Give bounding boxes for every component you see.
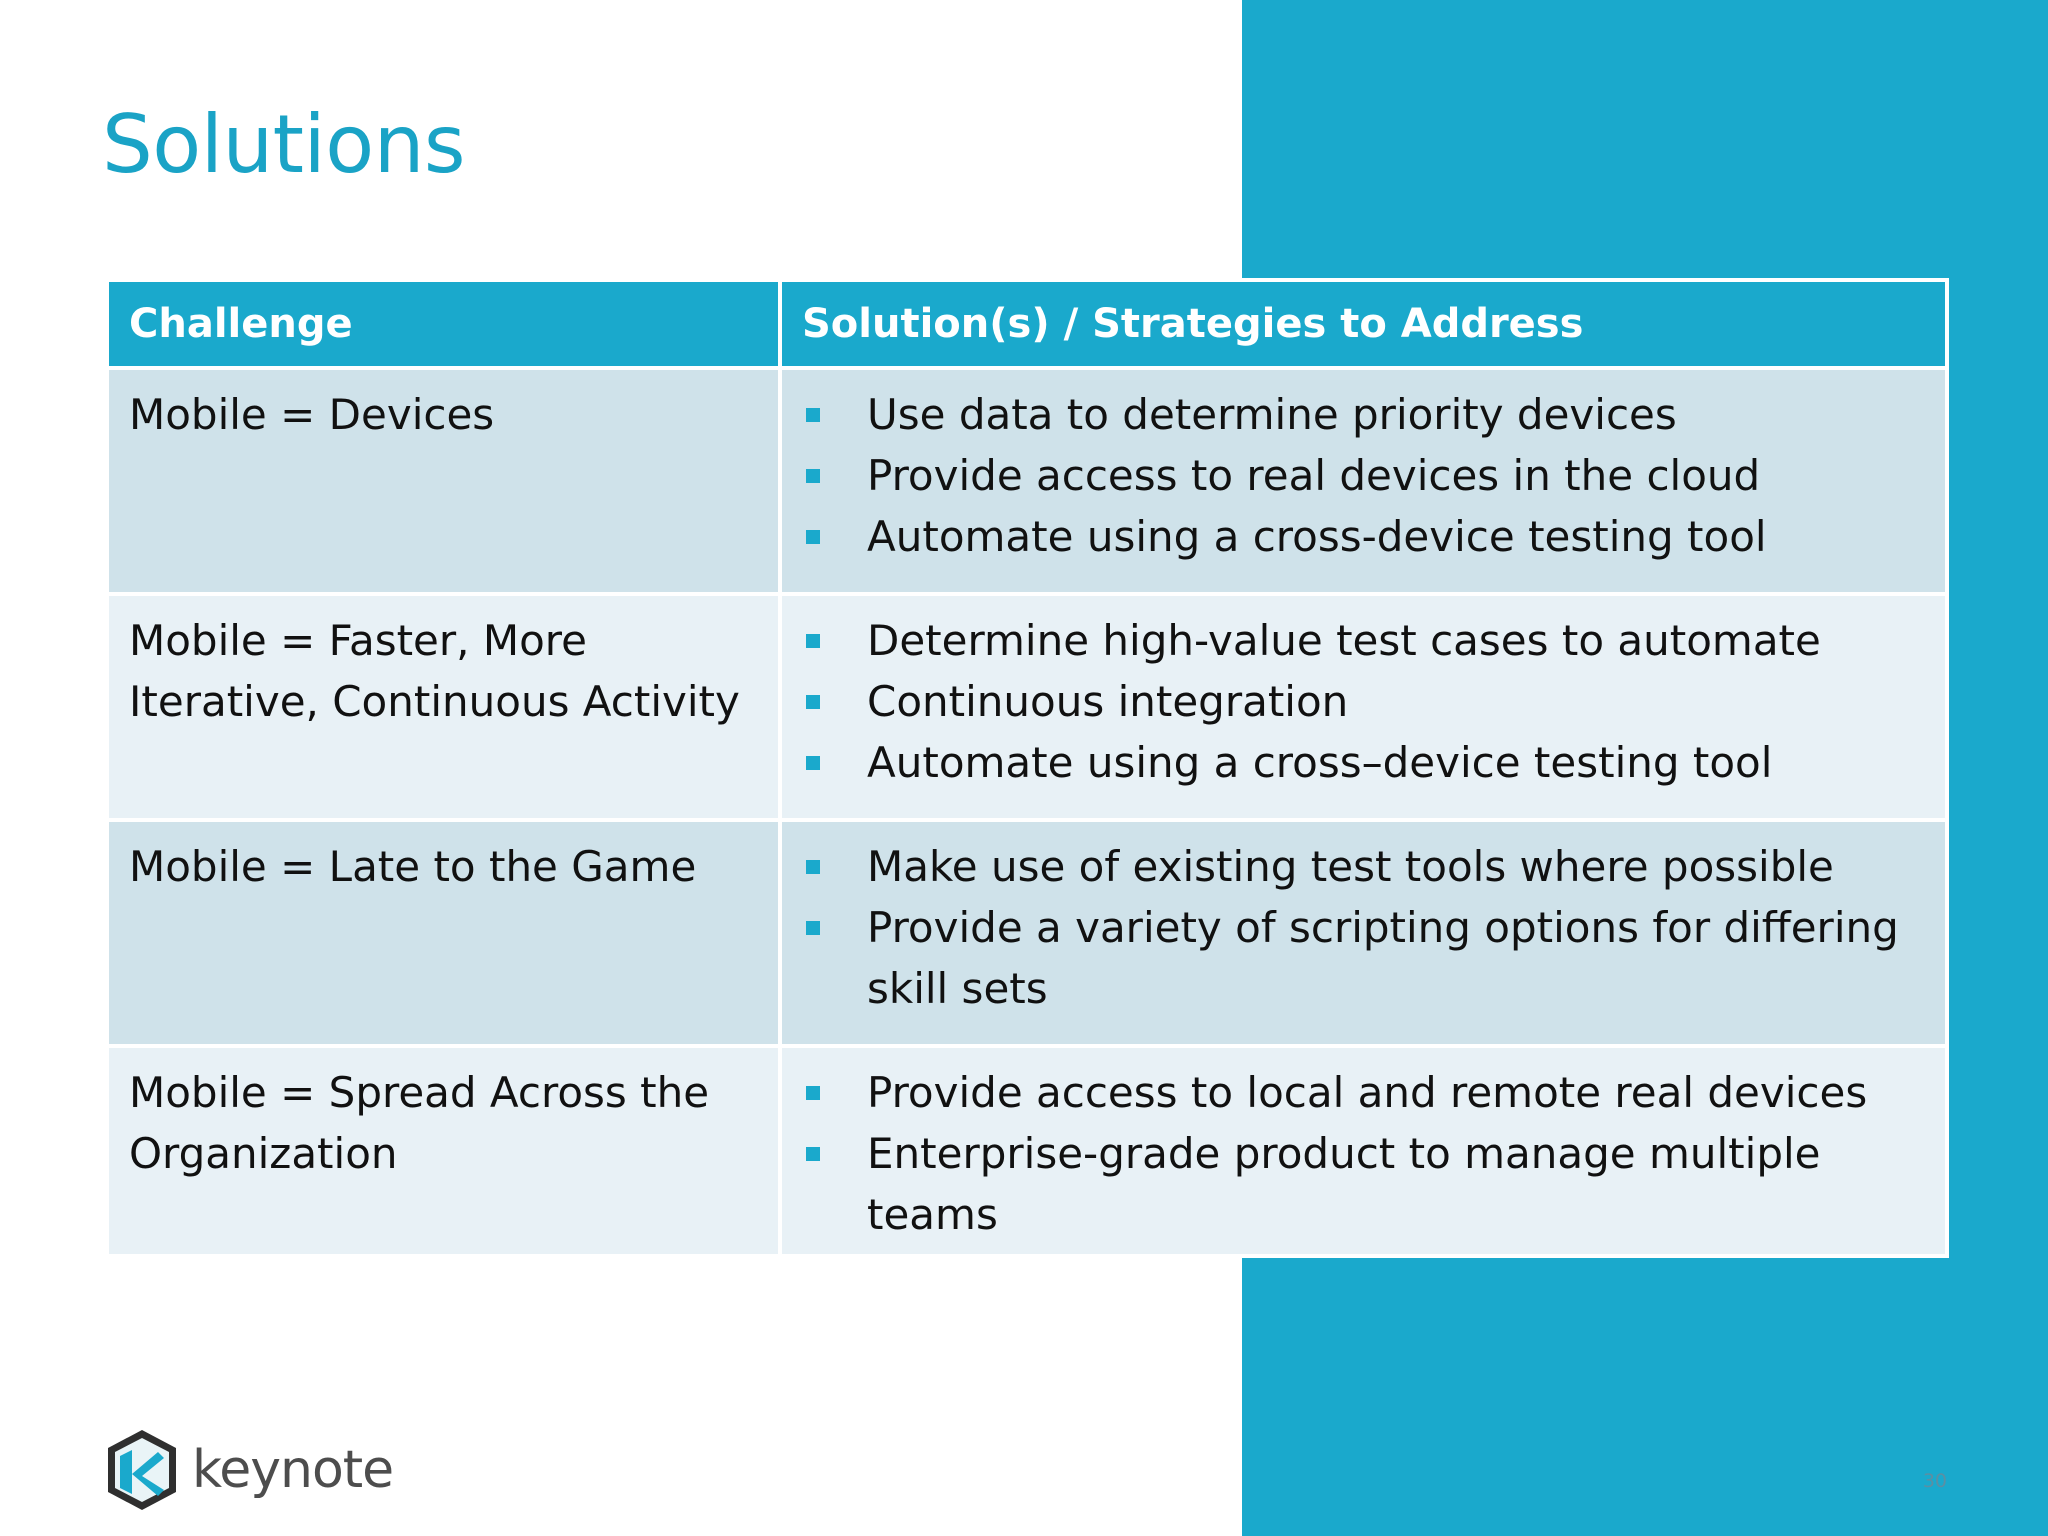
table-row (107, 1046, 1947, 1256)
solution-text: Provide access to local and remote real devices (867, 1068, 1868, 1117)
square-bullet-icon (806, 469, 820, 483)
solution-item (802, 506, 1925, 567)
solutions-table (105, 278, 1949, 1258)
solution-list (802, 384, 1925, 567)
challenge-cell: Mobile = Late to the Game (107, 820, 780, 1046)
solution-text: Enterprise-grade product to manage multiple teams (867, 1129, 1821, 1239)
solution-text: Use data to determine priority devices (867, 390, 1677, 439)
square-bullet-icon (806, 860, 820, 874)
solution-item (802, 671, 1925, 732)
solution-item (802, 897, 1925, 1019)
square-bullet-icon (806, 695, 820, 709)
square-bullet-icon (806, 530, 820, 544)
square-bullet-icon (806, 1086, 820, 1100)
slide-title: Solutions (102, 98, 466, 191)
solutions-cell (780, 1046, 1947, 1256)
page-number: 30 (1922, 1470, 1947, 1492)
table-header-row (107, 280, 1947, 368)
challenge-cell: Mobile = Faster, More Iterative, Continuous Activity (107, 594, 780, 820)
challenge-cell: Mobile = Spread Across the Organization (107, 1046, 780, 1256)
logo-text: keynote (192, 1440, 394, 1500)
solution-text: Continuous integration (867, 677, 1349, 726)
solution-item (802, 732, 1925, 793)
solution-text: Provide access to real devices in the cloud (867, 451, 1761, 500)
table-row (107, 594, 1947, 820)
square-bullet-icon (806, 1147, 820, 1161)
keynote-logo (102, 1425, 393, 1515)
header-challenge: Challenge (107, 280, 780, 368)
solutions-cell (780, 594, 1947, 820)
square-bullet-icon (806, 634, 820, 648)
solution-item (802, 610, 1925, 671)
square-bullet-icon (806, 408, 820, 422)
solution-item (802, 445, 1925, 506)
table-row (107, 820, 1947, 1046)
solution-text: Make use of existing test tools where possible (867, 842, 1834, 891)
solution-list (802, 1062, 1925, 1245)
square-bullet-icon (806, 756, 820, 770)
solution-list (802, 836, 1925, 1019)
solution-item (802, 836, 1925, 897)
header-solutions: Solution(s) / Strategies to Address (780, 280, 1947, 368)
solution-item (802, 1123, 1925, 1245)
solutions-cell (780, 820, 1947, 1046)
keynote-k-logo-icon (102, 1426, 182, 1514)
solution-text: Determine high-value test cases to automate (867, 616, 1821, 665)
challenge-cell: Mobile = Devices (107, 368, 780, 594)
solution-text: Automate using a cross-device testing tool (867, 512, 1767, 561)
solution-list (802, 610, 1925, 793)
solutions-cell (780, 368, 1947, 594)
solution-text: Provide a variety of scripting options for differing skill sets (867, 903, 1899, 1013)
table-row (107, 368, 1947, 594)
solution-item (802, 1062, 1925, 1123)
solution-item (802, 384, 1925, 445)
square-bullet-icon (806, 921, 820, 935)
solution-text: Automate using a cross–device testing tool (867, 738, 1773, 787)
